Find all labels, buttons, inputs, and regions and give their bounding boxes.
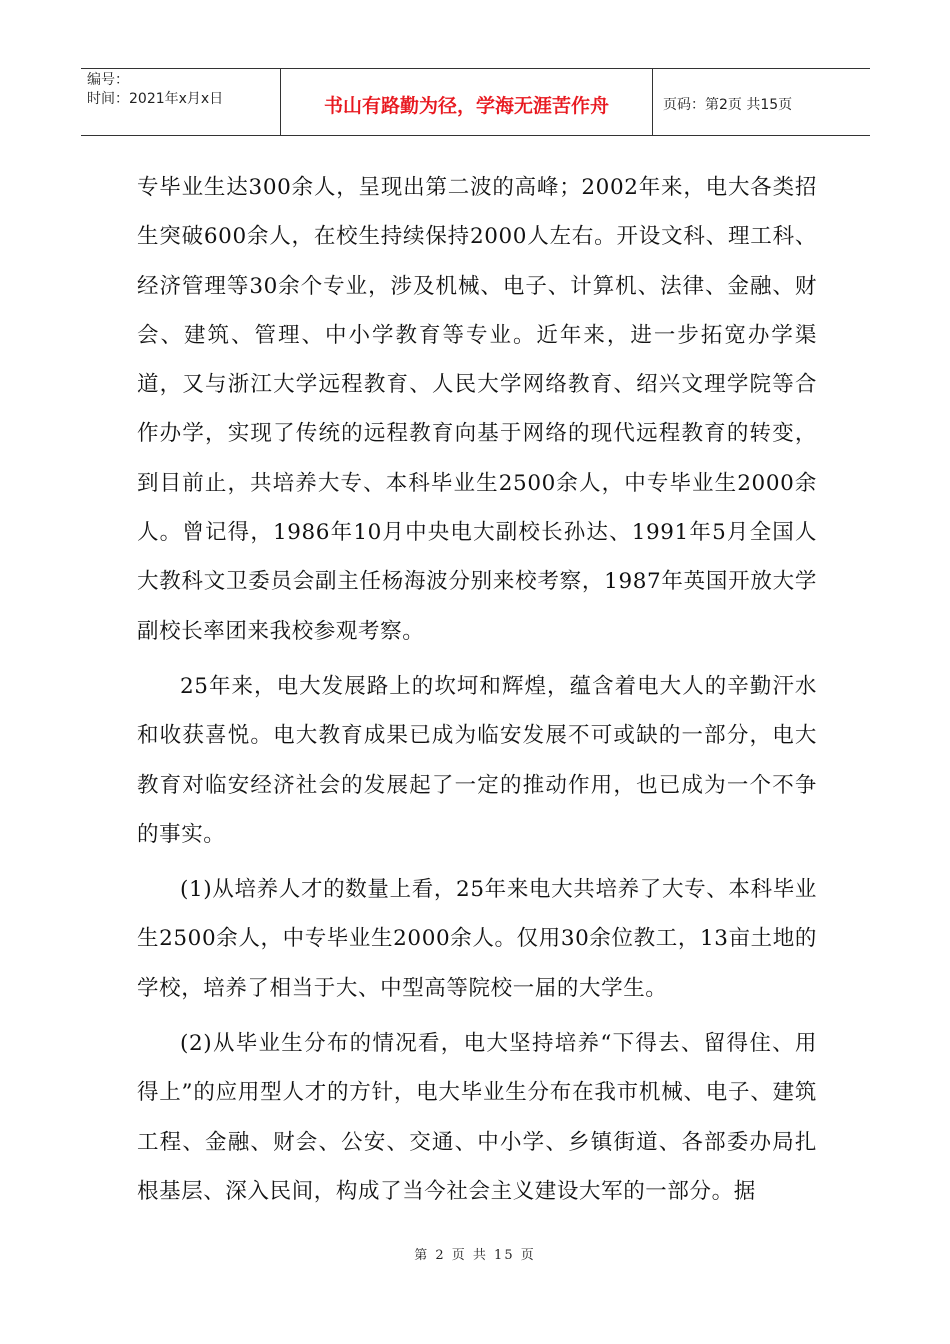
paragraph-1: 专毕业生达300余人，呈现出第二波的高峰；2002年来，电大各类招生突破600余人，在校生持续保持2000人左右。开设文科、理工科、经济管理等30余个专业，涉及机械、电子、计算机、法律、金融、财会、建筑、管理、中小学教育等专业。近年来，进一步拓宽办学渠道，又与浙江大学远程教育、人民大学网络教育、绍兴文理学院等合作办学，实现了传统的远程教育向基于网络的现代远程教育的转变，到目前止，共培养大专、本科毕业生2500余人，中专毕业生2000余人。曾记得，1986年10月中央电大副校长孙达、1991年5月全国人大教科文卫委员会副主任杨海波分别来校考察，1987年英国开放大学副校长率团来我校参观考察。 bbox=[137, 175, 817, 644]
header-motto: 书山有路勤为径，学海无涯苦作舟 bbox=[281, 69, 653, 135]
document-code-label: 编号： bbox=[87, 72, 129, 88]
header-meta bbox=[81, 69, 281, 135]
document-date: 时间：2021年x月x日 bbox=[87, 91, 224, 107]
paragraph-3: (1)从培养人才的数量上看，25年来电大共培养了大专、本科毕业生2500余人，中专毕业生2000余人。仅用30余位教工，13亩土地的学校，培养了相当于大、中型高等院校一届的大学生。 bbox=[137, 877, 817, 1001]
page-header bbox=[81, 68, 870, 136]
header-page-info: 页码：第2页 共15页 bbox=[663, 97, 793, 113]
paragraph-4: (2)从毕业生分布的情况看，电大坚持培养“下得去、留得住、用得上”的应用型人才的方针，电大毕业生分布在我市机械、电子、建筑工程、金融、财会、公安、交通、中小学、乡镇街道、各部委办局扎根基层、深入民间，构成了当今社会主义建设大军的一部分。据 bbox=[137, 1031, 817, 1204]
paragraph-2: 25年来，电大发展路上的坎坷和辉煌，蕴含着电大人的辛勤汗水和收获喜悦。电大教育成果已成为临安发展不可或缺的一部分，电大教育对临安经济社会的发展起了一定的推动作用，也已成为一个不争的事实。 bbox=[137, 673, 817, 847]
page-footer: 第 2 页 共 15 页 bbox=[414, 1248, 536, 1263]
document-body bbox=[137, 163, 817, 1216]
